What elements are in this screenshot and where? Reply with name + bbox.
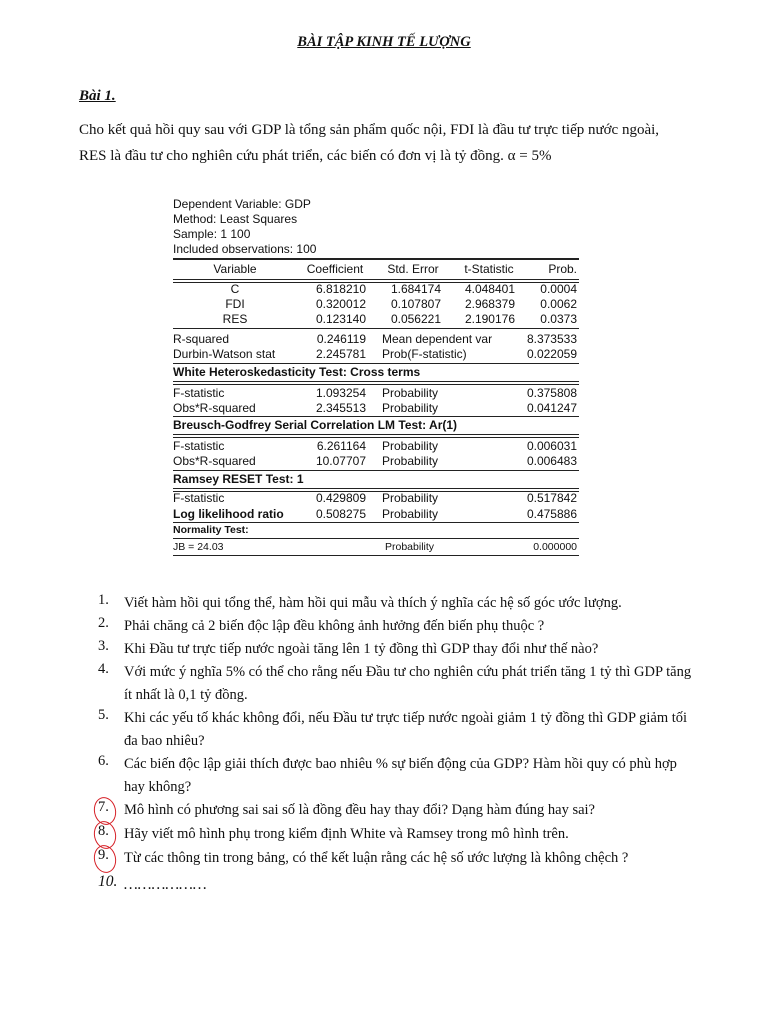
coef-t-statistic: 4.048401 xyxy=(464,282,515,296)
reset-prob-label: Probability xyxy=(382,491,439,505)
rule xyxy=(173,258,579,260)
stat-label: R-squared xyxy=(173,332,230,346)
white-prob-label: Probability xyxy=(382,401,439,415)
coef-prob: 0.0062 xyxy=(540,297,577,311)
regression-meta xyxy=(173,197,316,257)
coef-std-error: 0.056221 xyxy=(390,312,441,326)
white-stat-value: 2.345513 xyxy=(315,401,366,415)
bg-prob-value: 0.006031 xyxy=(526,439,577,453)
question-text: Phải chăng cả 2 biến độc lập đều không ảnh hưởng đến biến phụ thuộc ? xyxy=(124,618,545,634)
rule xyxy=(173,470,579,471)
col-header-variable: Variable xyxy=(213,262,257,276)
bg-prob-label: Probability xyxy=(382,439,439,453)
question-text: Mô hình có phương sai sai số là đồng đều hay thay đổi? Dạng hàm đúng hay sai? xyxy=(124,802,595,818)
bg-stat-value: 10.07707 xyxy=(315,454,366,468)
rule xyxy=(173,488,579,489)
rule xyxy=(173,381,579,382)
bg-stat-label: F-statistic xyxy=(173,439,225,453)
exercise-heading: Bài 1. xyxy=(79,88,116,104)
reset-stat-value: 0.508275 xyxy=(315,507,366,521)
coef-variable: FDI xyxy=(225,297,245,311)
stat-label: Mean dependent var xyxy=(382,332,493,346)
included-observations: Included observations: 100 xyxy=(173,242,317,256)
rule xyxy=(173,434,579,435)
question-number: 8. xyxy=(98,823,109,839)
sample: Sample: 1 100 xyxy=(173,227,251,241)
white-prob-value: 0.375808 xyxy=(526,386,577,400)
jb-prob-label: Probability xyxy=(385,541,435,553)
col-header-coefficient: Coefficient xyxy=(306,262,364,276)
white-stat-label: F-statistic xyxy=(173,386,225,400)
reset-stat-label: Log likelihood ratio xyxy=(173,507,284,521)
bg-stat-value: 6.261164 xyxy=(316,439,366,453)
question-text: Viết hàm hồi qui tổng thể, hàm hồi qui mẫu và thích ý nghĩa các hệ số góc ước lượng. xyxy=(124,595,622,611)
coef-coefficient: 6.818210 xyxy=(315,282,366,296)
normality-test-title: Normality Test: xyxy=(173,524,249,536)
jb-statistic: JB = 24.03 xyxy=(173,541,224,553)
question-number: 5. xyxy=(98,707,109,723)
rule xyxy=(173,416,579,417)
dependent-variable: Dependent Variable: GDP xyxy=(173,197,311,211)
question-text: Khi các yếu tố khác không đổi, nếu Đầu tư trực tiếp nước ngoài giảm 1 tỷ đồng thì GDP giảm tối đa bao nhiêu? xyxy=(124,710,688,749)
stat-value: 0.022059 xyxy=(526,347,577,361)
coef-std-error: 0.107807 xyxy=(390,297,441,311)
reset-test-title: Ramsey RESET Test: 1 xyxy=(173,472,304,486)
question-text: Hãy viết mô hình phụ trong kiểm định White và Ramsey trong mô hình trên. xyxy=(124,826,569,842)
stat-value: 8.373533 xyxy=(526,332,577,346)
reset-stat-label: F-statistic xyxy=(173,491,225,505)
intro-line-2: RES là đầu tư cho nghiên cứu phát triển, các biến có đơn vị là tỷ đồng. α = 5% xyxy=(79,148,552,164)
reset-prob-value: 0.475886 xyxy=(526,507,577,521)
white-prob-label: Probability xyxy=(382,386,439,400)
jb-prob-value: 0.000000 xyxy=(533,541,577,553)
intro-line-1: Cho kết quả hồi quy sau với GDP là tổng sản phẩm quốc nội, FDI là đầu tư trực tiếp nước ngoài, xyxy=(79,122,660,138)
coef-coefficient: 0.123140 xyxy=(315,312,366,326)
rule xyxy=(173,384,579,385)
coef-prob: 0.0373 xyxy=(540,312,577,326)
question-text: Với mức ý nghĩa 5% có thể cho rằng nếu Đầu tư cho nghiên cứu phát triển tăng 1 tỷ thì GDP tăng ít nhất là 0,1 tỷ đồng. xyxy=(124,664,692,703)
col-header-t-statistic: t-Statistic xyxy=(464,262,514,276)
bg-prob-label: Probability xyxy=(382,454,439,468)
col-header-prob: Prob. xyxy=(548,262,577,276)
bg-prob-value: 0.006483 xyxy=(526,454,577,468)
bg-stat-label: Obs*R-squared xyxy=(173,454,256,468)
question-text: Khi Đầu tư trực tiếp nước ngoài tăng lên 1 tỷ đồng thì GDP thay đổi như thế nào? xyxy=(124,641,599,657)
question-text: Từ các thông tin trong bảng, có thể kết luận rằng các hệ số ước lượng là không chệch ? xyxy=(124,850,629,866)
coef-std-error: 1.684174 xyxy=(390,282,441,296)
rule xyxy=(173,437,579,438)
bg-test-title: Breusch-Godfrey Serial Correlation LM Test: Ar(1) xyxy=(173,418,458,432)
coef-coefficient: 0.320012 xyxy=(315,297,366,311)
coef-prob: 0.0004 xyxy=(540,282,577,296)
question-number: 7. xyxy=(98,799,109,815)
rule xyxy=(173,328,579,329)
white-test-title: White Heteroskedasticity Test: Cross terms xyxy=(173,365,421,379)
coef-variable: C xyxy=(230,282,240,296)
method: Method: Least Squares xyxy=(173,212,298,226)
reset-stat-value: 0.429809 xyxy=(315,491,366,505)
white-stat-value: 1.093254 xyxy=(315,386,366,400)
question-number: 2. xyxy=(98,615,109,631)
stat-label: Durbin-Watson stat xyxy=(173,347,276,361)
question-number: 3. xyxy=(98,638,109,654)
stat-label: Prob(F-statistic) xyxy=(382,347,467,361)
coef-t-statistic: 2.190176 xyxy=(464,312,515,326)
document-title: BÀI TẬP KINH TẾ LƯỢNG xyxy=(297,34,471,50)
intro-paragraph xyxy=(79,117,719,169)
question-text: ……………… xyxy=(124,876,207,893)
question-number: 1. xyxy=(98,592,109,608)
stat-value: 2.245781 xyxy=(315,347,366,361)
rule xyxy=(173,555,579,556)
question-text: Các biến độc lập giải thích được bao nhiêu % sự biến động của GDP? Hàm hồi quy có phù hợp hay không? xyxy=(124,756,677,795)
coef-t-statistic: 2.968379 xyxy=(464,297,515,311)
coef-variable: RES xyxy=(222,312,248,326)
reset-prob-value: 0.517842 xyxy=(526,491,577,505)
rule xyxy=(173,363,579,364)
col-header-std-error: Std. Error xyxy=(387,262,439,276)
stat-value: 0.246119 xyxy=(316,332,366,346)
question-number: 9. xyxy=(98,847,109,863)
question-number: 4. xyxy=(98,661,109,677)
white-stat-label: Obs*R-squared xyxy=(173,401,256,415)
question-number: 10. xyxy=(98,873,118,890)
reset-prob-label: Probability xyxy=(382,507,439,521)
question-number: 6. xyxy=(98,753,109,769)
rule xyxy=(173,279,579,280)
white-prob-value: 0.041247 xyxy=(526,401,577,415)
rule xyxy=(173,538,579,539)
